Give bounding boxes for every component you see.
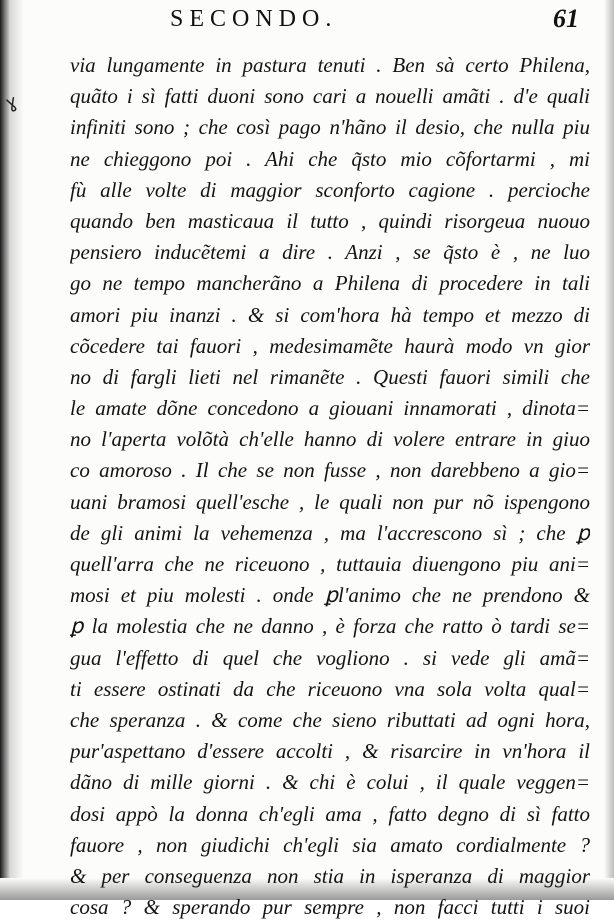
text-line: go ne tempo mancherãno a Philena di procedere in tali: [70, 271, 590, 296]
text-line: pur'aspettano d'essere accolti , & risarcire in vn'hora il: [70, 739, 590, 764]
text-line: cosa ? & sperando pur sempre , non facci tutti i suoi: [70, 895, 590, 920]
text-line: fù alle volte di maggior sconforto cagione . percioche: [70, 177, 590, 202]
running-head: SECONDO.: [170, 6, 338, 32]
text-line: ti essere ostinati da che riceuono vna sola volta qual=: [70, 676, 590, 701]
text-line: infiniti sono ; che così pago n'hãno il desio, che nulla piu: [70, 115, 590, 140]
text-line: le amate dõne concedono a giouani innamorati , dinota=: [70, 396, 590, 421]
text-line: pensiero inducẽtemi a dire . Anzi , se q̃sto è , ne luo: [70, 240, 590, 265]
text-line: gua l'effetto di quel che vogliono . si vede gli amã=: [70, 645, 590, 670]
text-line: ne chieggono poi . Ahi che q̃sto mio cõfortarmi , mi: [70, 146, 590, 171]
margin-ink-mark: ɣ: [2, 90, 21, 115]
text-line: ꝑ la molestia che ne danno , è forza che ratto ò tardi se=: [70, 614, 590, 639]
right-edge-shadow: [604, 0, 614, 900]
text-line: & per conseguenza non stia in isperanza di maggior: [70, 863, 590, 888]
text-line: dãno di mille giorni . & chi è colui , il quale veggen=: [70, 770, 590, 795]
text-line: uani bramosi quell'esche , le quali non pur nõ ispengono: [70, 489, 590, 514]
page-number: 61: [553, 4, 579, 33]
text-line: quãto i sì fatti duoni sono cari a nouelli amãti . d'e quali: [70, 84, 590, 109]
binding-gutter-shadow: [0, 0, 26, 900]
text-line: no di fargli lieti nel rimanẽte . Questi fauori simili che: [70, 364, 590, 389]
text-line: che speranza . & come che sieno ributtati ad ogni hora,: [70, 707, 590, 732]
text-line: fauore , non giudichi ch'egli sia amato cordialmente ?: [70, 832, 590, 857]
text-line: quell'arra che ne riceuono , tuttauia diuengono piu ani=: [70, 552, 590, 576]
text-line: de gli animi la vehemenza , ma l'accrescono sì ; che ꝑ: [70, 520, 590, 545]
text-line: quando ben masticaua il tutto , quindi risorgeua nuouo: [70, 208, 590, 233]
text-line: via lungamente in pastura tenuti . Ben sà certo Philena,: [70, 53, 590, 77]
body-text: [70, 50, 590, 923]
text-line: amori piu inanzi . & si com'hora hà tempo et mezzo di: [70, 302, 590, 327]
text-line: cõcedere tai fauori , medesimamẽte haurà modo vn gior: [70, 333, 590, 358]
text-line: no l'aperta volõtà ch'elle hanno di volere entrare in giuo: [70, 427, 590, 452]
text-line: co amoroso . Il che se non fusse , non darebbeno a gio=: [70, 458, 590, 483]
text-line: dosi appò la donna ch'egli ama , fatto degno di sì fatto: [70, 801, 590, 826]
text-line: mosi et piu molesti . onde ꝑl'animo che ne prendono &: [70, 583, 590, 608]
